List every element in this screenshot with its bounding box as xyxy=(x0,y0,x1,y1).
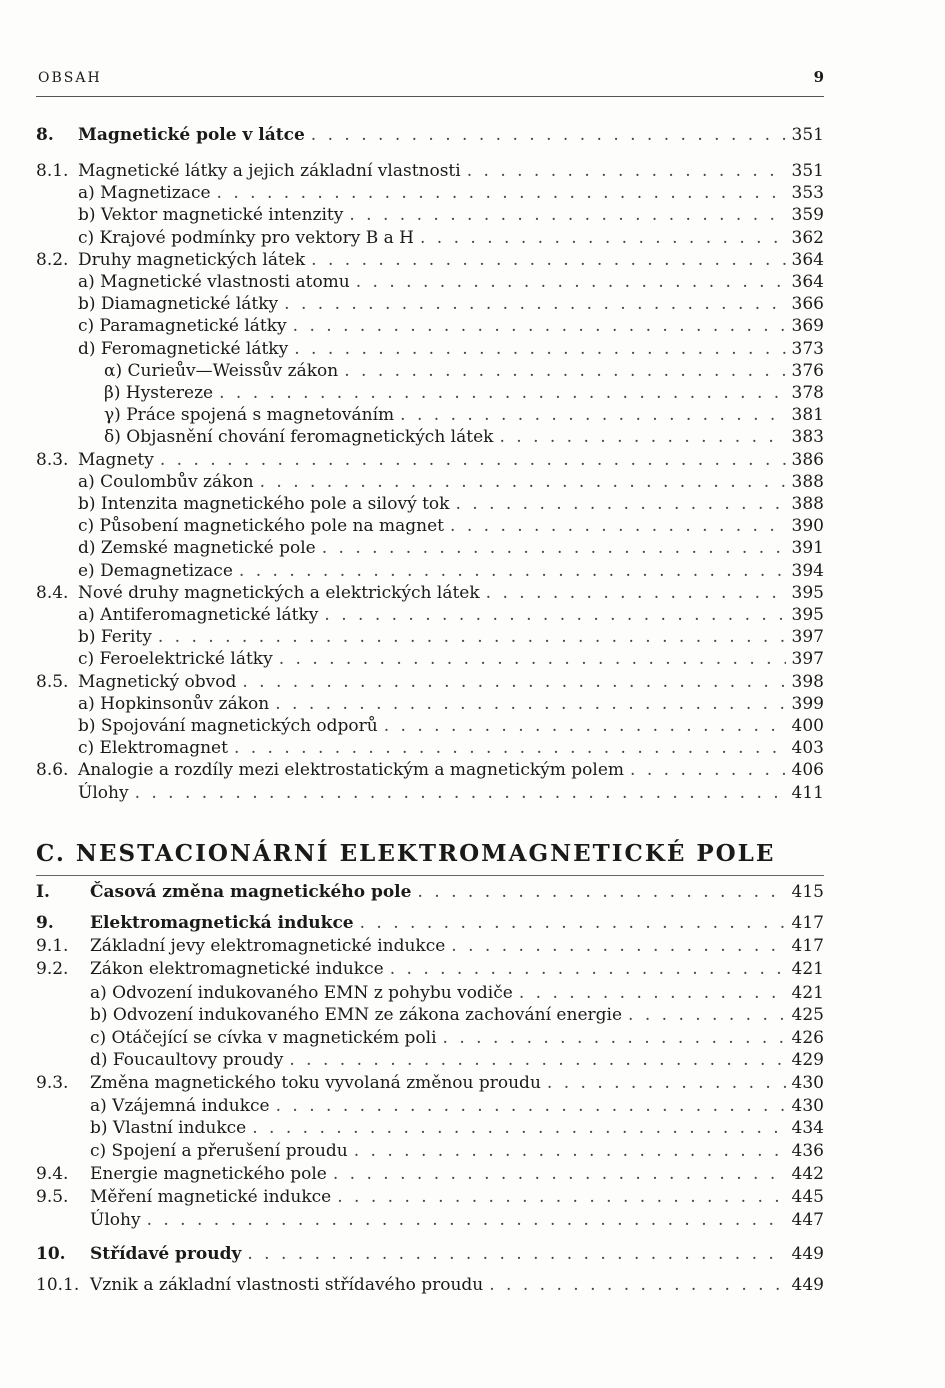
toc-entry-page: 395 xyxy=(791,605,824,625)
toc-entry xyxy=(36,782,824,804)
toc-dot-leader xyxy=(455,493,785,515)
toc-dot-leader xyxy=(486,582,786,604)
toc-entry xyxy=(36,249,824,271)
toc-entry-number: 8.3. xyxy=(36,449,69,470)
toc-entry-page: 390 xyxy=(791,516,824,537)
toc-entry xyxy=(36,360,824,382)
toc-entry xyxy=(36,338,824,360)
toc-entry-title: b) Odvození indukovaného EMN ze zákona zachování energie xyxy=(90,1005,623,1025)
toc-dot-leader xyxy=(158,626,786,648)
toc-entry xyxy=(36,715,824,737)
toc-entry xyxy=(36,1072,824,1094)
toc-dot-leader xyxy=(390,958,786,980)
running-title: OBSAH xyxy=(38,70,102,86)
toc-entry xyxy=(36,912,824,934)
toc-entry-page: 383 xyxy=(791,427,824,448)
toc-entry-title: Magnetické pole v látce xyxy=(78,125,305,145)
toc-entry-page: 425 xyxy=(791,1005,824,1025)
toc-dot-leader xyxy=(147,1209,786,1231)
toc-entry-title: Střídavé proudy xyxy=(90,1244,242,1264)
toc-entry-number: 9.4. xyxy=(36,1164,69,1184)
toc-entry xyxy=(36,958,824,980)
toc-entry xyxy=(36,1243,824,1265)
toc-entry xyxy=(36,404,824,426)
toc-dot-leader xyxy=(333,1163,786,1185)
toc-entry xyxy=(36,1117,824,1139)
toc-entry-title: b) Vektor magnetické intenzity xyxy=(78,205,344,226)
toc-dot-leader xyxy=(234,737,786,759)
toc-entry xyxy=(36,227,824,249)
toc-entry-page: 397 xyxy=(791,627,824,648)
toc-entry-page: 436 xyxy=(791,1141,824,1161)
toc-entry-number: 10.1. xyxy=(36,1275,80,1295)
toc-entry-page: 430 xyxy=(791,1096,824,1116)
toc-entry-page: 399 xyxy=(791,693,824,714)
toc-entry-number: 9.5. xyxy=(36,1187,69,1207)
toc-entry xyxy=(36,515,824,537)
toc-entry-page: 359 xyxy=(791,205,824,226)
toc-entry xyxy=(36,982,824,1004)
toc-entry-title: Zákon elektromagnetické indukce xyxy=(90,959,384,979)
toc-entry-page: 376 xyxy=(791,360,824,381)
toc-entry-title: Úlohy xyxy=(90,1210,141,1230)
toc-dot-leader xyxy=(519,982,786,1004)
toc-entry xyxy=(36,293,824,315)
toc-entry-page: 353 xyxy=(791,183,824,204)
toc-entry-number: 9.3. xyxy=(36,1073,69,1093)
toc-entry-title: c) Feroelektrické látky xyxy=(78,649,273,670)
toc-entry-title: d) Foucaultovy proudy xyxy=(90,1050,284,1070)
toc-dot-leader xyxy=(344,360,785,382)
toc-entry-page: 351 xyxy=(791,125,824,145)
toc-dot-leader xyxy=(135,782,786,804)
toc-entry xyxy=(36,1274,824,1296)
toc-entry xyxy=(36,471,824,493)
toc-entry-page: 351 xyxy=(791,161,824,181)
toc-entry-number: 8.6. xyxy=(36,760,69,781)
toc-entry-title: b) Intenzita magnetického pole a silový tok xyxy=(78,494,450,514)
toc-entry-title: c) Krajové podmínky pro vektory B a H xyxy=(78,227,414,248)
toc-entry-number: 9.2. xyxy=(36,959,69,979)
toc-entry xyxy=(36,1186,824,1208)
toc-dot-leader xyxy=(279,648,786,670)
toc-entry xyxy=(36,182,824,204)
toc-entry xyxy=(36,493,824,515)
toc-dot-leader xyxy=(499,426,785,448)
toc-entry xyxy=(36,881,824,903)
toc-dot-leader xyxy=(294,338,785,360)
toc-dot-leader xyxy=(420,227,786,249)
toc-dot-leader xyxy=(628,1004,786,1026)
toc-entry xyxy=(36,693,824,715)
toc-entry-title: b) Diamagnetické látky xyxy=(78,294,279,315)
toc-entry-title: Elektromagnetická indukce xyxy=(90,913,354,933)
toc-entry xyxy=(36,1163,824,1185)
toc-entry-page: 395 xyxy=(791,582,824,603)
toc-entry xyxy=(36,426,824,448)
toc-entry-title: Vznik a základní vlastnosti střídavého proudu xyxy=(90,1275,484,1295)
toc-entry-page: 394 xyxy=(791,560,824,581)
toc-entry-title: c) Otáčející se cívka v magnetickém poli xyxy=(90,1028,437,1048)
toc-entry xyxy=(36,1027,824,1049)
toc-entry xyxy=(36,626,824,648)
toc-entry-page: 430 xyxy=(791,1073,824,1093)
divider-rule xyxy=(36,875,824,876)
toc-entry xyxy=(36,759,824,781)
toc-entry-number: 8.4. xyxy=(36,582,69,603)
toc-entry-title: Měření magnetické indukce xyxy=(90,1187,332,1207)
toc-entry xyxy=(36,671,824,693)
toc-entry-number: 8.1. xyxy=(36,161,69,181)
page-number: 9 xyxy=(813,68,824,86)
toc-dot-leader xyxy=(450,515,786,537)
toc-entry xyxy=(36,1049,824,1071)
toc-entry xyxy=(36,935,824,957)
toc-entry-page: 442 xyxy=(791,1164,824,1184)
toc-entry-title: a) Vzájemná indukce xyxy=(90,1096,270,1116)
toc-entry-page: 449 xyxy=(791,1275,824,1295)
toc-dot-leader xyxy=(360,912,786,934)
toc-entry-title: c) Paramagnetické látky xyxy=(78,316,287,337)
toc-entry-page: 364 xyxy=(791,272,824,292)
toc-entry-page: 364 xyxy=(791,249,824,270)
toc-dot-leader xyxy=(443,1027,786,1049)
toc-entry-title: d) Feromagnetické látky xyxy=(78,338,289,359)
toc-entry-title: Nové druhy magnetických a elektrických látek xyxy=(78,582,480,603)
toc-entry-page: 421 xyxy=(791,983,824,1003)
toc-entry-title: a) Magnetizace xyxy=(78,183,211,204)
toc-entry-page: 388 xyxy=(791,471,824,492)
toc-entry xyxy=(36,648,824,670)
toc-dot-leader xyxy=(276,1095,786,1117)
toc-entry xyxy=(36,1004,824,1026)
toc-entry xyxy=(36,271,824,293)
toc-dot-leader xyxy=(630,759,786,781)
toc-dot-leader xyxy=(239,560,786,582)
toc-entry-title: b) Vlastní indukce xyxy=(90,1118,247,1138)
toc-entry xyxy=(36,160,824,182)
toc-entry-title: Základní jevy elektromagnetické indukce xyxy=(90,936,446,956)
toc-entry xyxy=(36,382,824,404)
toc-entry xyxy=(36,582,824,604)
toc-dot-leader xyxy=(400,404,785,426)
toc-entry xyxy=(36,1095,824,1117)
toc-entry-number: 10. xyxy=(36,1244,66,1264)
toc-entry-title: Druhy magnetických látek xyxy=(78,249,306,270)
toc-dot-leader xyxy=(467,160,786,182)
toc-entry xyxy=(36,560,824,582)
toc-entry-page: 386 xyxy=(791,449,824,470)
toc-entry-title: d) Zemské magnetické pole xyxy=(78,538,316,559)
toc-entry-title: Úlohy xyxy=(78,782,129,803)
toc-dot-leader xyxy=(356,271,786,293)
toc-entry-page: 391 xyxy=(791,538,824,559)
toc-dot-leader xyxy=(247,1243,785,1265)
toc-entry-page: 362 xyxy=(791,227,824,248)
toc-entry-title: Magnetický obvod xyxy=(78,671,237,692)
toc-entry-number: 9.1. xyxy=(36,936,69,956)
toc-entry-title: e) Demagnetizace xyxy=(78,560,233,581)
toc-dot-leader xyxy=(354,1140,786,1162)
toc-entry xyxy=(36,1209,824,1231)
toc-entry-title: α) Curieův—Weissův zákon xyxy=(104,360,339,381)
toc-entry-page: 366 xyxy=(791,294,824,315)
toc-entry-page: 447 xyxy=(791,1210,824,1230)
toc-entry-title: δ) Objasnění chování feromagnetických látek xyxy=(104,427,494,448)
toc-entry-page: 388 xyxy=(791,494,824,514)
toc-entry xyxy=(36,604,824,626)
toc-entry xyxy=(36,204,824,226)
toc-entry-title: Energie magnetického pole xyxy=(90,1164,327,1184)
toc-entry-title: β) Hystereze xyxy=(104,383,214,403)
toc-dot-leader xyxy=(242,671,785,693)
toc-entry-page: 415 xyxy=(791,882,824,902)
toc-entry-number: 8.5. xyxy=(36,671,69,692)
toc-dot-leader xyxy=(217,182,786,204)
toc-dot-leader xyxy=(349,204,785,226)
toc-entry-page: 403 xyxy=(791,738,824,759)
toc-entry-title: c) Spojení a přerušení proudu xyxy=(90,1141,348,1161)
toc-dot-leader xyxy=(311,249,785,271)
toc-dot-leader xyxy=(322,537,786,559)
toc-dot-leader xyxy=(284,293,785,315)
toc-dot-leader xyxy=(489,1274,785,1296)
toc-entry-page: 449 xyxy=(791,1244,824,1264)
toc-dot-leader xyxy=(384,715,786,737)
toc-entry-page: 369 xyxy=(791,316,824,337)
toc-dot-leader xyxy=(417,881,785,903)
part-heading: C. NESTACIONÁRNÍ ELEKTROMAGNETICKÉ POLE xyxy=(36,840,776,867)
toc-dot-leader xyxy=(547,1072,786,1094)
toc-entry-title: γ) Práce spojená s magnetováním xyxy=(104,405,395,426)
toc-entry-page: 400 xyxy=(791,716,824,736)
toc-entry-title: a) Odvození indukovaného EMN z pohybu vodiče xyxy=(90,983,513,1003)
toc-entry-title: Magnetické látky a jejich základní vlastnosti xyxy=(78,161,461,181)
toc-entry-title: Změna magnetického toku vyvolaná změnou proudu xyxy=(90,1073,541,1093)
toc-entry-page: 429 xyxy=(791,1050,824,1070)
toc-entry-title: b) Ferity xyxy=(78,627,152,648)
toc-entry-number: 9. xyxy=(36,913,54,933)
toc-entry-title: Magnety xyxy=(78,449,154,470)
toc-entry-page: 426 xyxy=(791,1028,824,1048)
toc-entry xyxy=(36,449,824,471)
toc-entry-title: Časová změna magnetického pole xyxy=(90,882,412,902)
toc-dot-leader xyxy=(289,1049,785,1071)
toc-entry-number: I. xyxy=(36,882,50,902)
toc-entry xyxy=(36,537,824,559)
toc-entry-page: 434 xyxy=(791,1118,824,1138)
toc-entry-page: 417 xyxy=(791,936,824,956)
toc-entry xyxy=(36,315,824,337)
toc-entry xyxy=(36,737,824,759)
toc-entry xyxy=(36,1140,824,1162)
toc-entry-number: 8.2. xyxy=(36,249,69,270)
toc-entry-title: a) Coulombův zákon xyxy=(78,471,254,492)
toc-entry-page: 378 xyxy=(791,383,824,403)
toc-dot-leader xyxy=(260,471,786,493)
toc-entry-page: 411 xyxy=(791,782,824,803)
toc-entry-page: 445 xyxy=(791,1187,824,1207)
toc-dot-leader xyxy=(311,124,786,146)
page-header xyxy=(36,66,824,97)
toc-entry-number: 8. xyxy=(36,125,54,145)
toc-dot-leader xyxy=(219,382,785,404)
toc-dot-leader xyxy=(252,1117,785,1139)
toc-entry-title: b) Spojování magnetických odporů xyxy=(78,716,378,736)
toc-entry-title: Analogie a rozdíly mezi elektrostatickým a magnetickým polem xyxy=(78,760,625,781)
toc-dot-leader xyxy=(160,449,786,471)
toc-entry-page: 398 xyxy=(791,671,824,692)
toc-dot-leader xyxy=(324,604,785,626)
toc-entry-page: 397 xyxy=(791,649,824,670)
toc-entry-page: 373 xyxy=(791,338,824,359)
toc-entry-page: 406 xyxy=(791,760,824,781)
toc-dot-leader xyxy=(293,315,786,337)
toc-entry xyxy=(36,124,824,146)
toc-entry-title: a) Magnetické vlastnosti atomu xyxy=(78,272,350,292)
toc-entry-title: c) Elektromagnet xyxy=(78,738,228,759)
toc-entry-page: 421 xyxy=(791,959,824,979)
toc-dot-leader xyxy=(451,935,785,957)
toc-dot-leader xyxy=(337,1186,785,1208)
toc-dot-leader xyxy=(275,693,785,715)
toc-entry-title: c) Působení magnetického pole na magnet xyxy=(78,516,445,537)
toc-entry-title: a) Hopkinsonův zákon xyxy=(78,693,270,714)
toc-entry-title: a) Antiferomagnetické látky xyxy=(78,605,319,625)
toc-entry-page: 417 xyxy=(791,913,824,933)
toc-entry-page: 381 xyxy=(791,405,824,426)
